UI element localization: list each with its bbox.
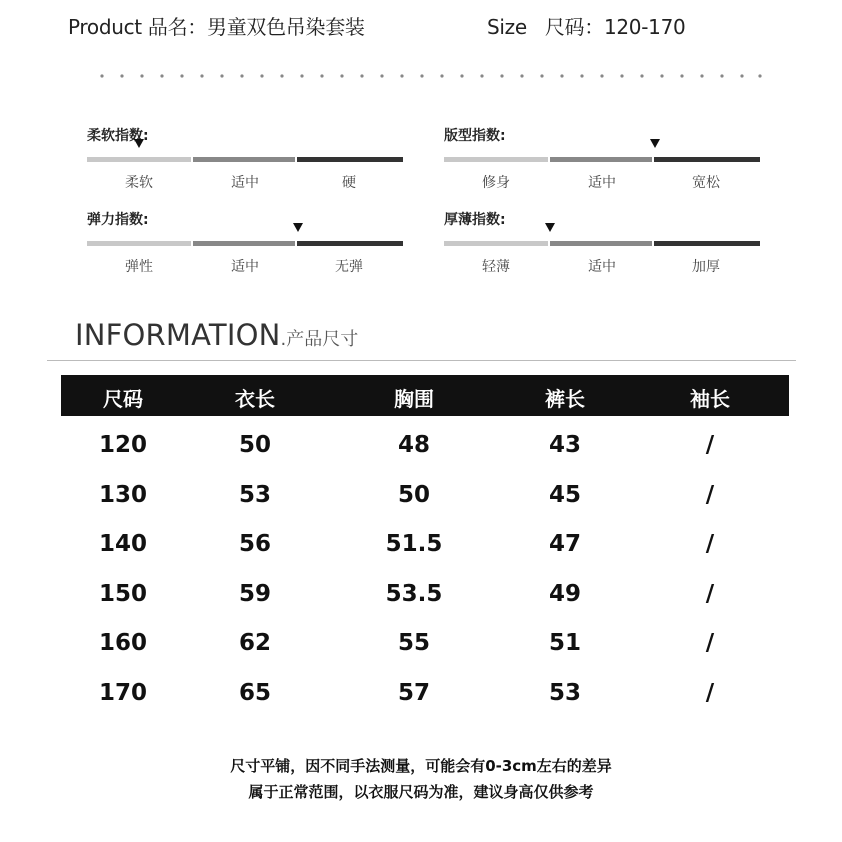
section-divider: [47, 360, 796, 361]
table-cell: 53: [548, 680, 581, 706]
table-row: [61, 531, 789, 567]
size-table-header: [61, 375, 789, 416]
index-title: 弹力指数:: [87, 212, 149, 228]
section-heading: [75, 318, 358, 352]
section-title-en: INFORMATION: [75, 318, 281, 352]
table-cell: 140: [98, 531, 147, 557]
index-label: 适中: [588, 175, 616, 191]
table-cell: /: [705, 531, 715, 557]
table-cell: 48: [397, 432, 430, 458]
table-cell: 47: [548, 531, 581, 557]
table-cell: 130: [98, 482, 147, 508]
index-title: 版型指数:: [444, 128, 506, 144]
column-header-size: 尺码: [103, 387, 143, 411]
dotted-divider: [100, 73, 762, 79]
table-cell: 51: [548, 630, 581, 656]
table-cell: 150: [98, 581, 147, 607]
table-cell: 53.5: [385, 581, 443, 607]
index-label: 适中: [588, 259, 616, 275]
table-cell: /: [705, 482, 715, 508]
column-header-length: 衣长: [235, 387, 275, 411]
index-scale-bar: [444, 241, 760, 246]
level-marker-icon: [293, 223, 303, 232]
column-header-pants-length: 裤长: [545, 387, 585, 411]
index-label: 加厚: [692, 259, 720, 275]
table-row: [61, 581, 789, 617]
table-row: [61, 630, 789, 666]
table-row: [61, 680, 789, 716]
size-value: 尺码：120-170: [544, 15, 686, 39]
table-cell: /: [705, 581, 715, 607]
table-cell: 50: [238, 432, 271, 458]
level-marker-icon: [650, 139, 660, 148]
table-cell: 170: [98, 680, 147, 706]
column-header-chest: 胸围: [394, 387, 434, 411]
table-cell: 49: [548, 581, 581, 607]
table-cell: 57: [397, 680, 430, 706]
table-cell: 45: [548, 482, 581, 508]
table-cell: 59: [238, 581, 271, 607]
table-cell: /: [705, 630, 715, 656]
softness-index: [87, 125, 403, 203]
table-cell: 53: [238, 482, 271, 508]
table-cell: 65: [238, 680, 271, 706]
size-range: [487, 11, 685, 40]
index-label: 无弹: [335, 259, 363, 275]
table-cell: 51.5: [385, 531, 443, 557]
column-header-sleeve: 袖长: [690, 387, 730, 411]
table-cell: /: [705, 432, 715, 458]
section-title-zh: .产品尺寸: [280, 329, 359, 350]
table-row: [61, 482, 789, 518]
fit-index: [444, 125, 760, 203]
table-cell: 120: [98, 432, 147, 458]
table-cell: 160: [98, 630, 147, 656]
measurement-note-line-2: 属于正常范围，以衣服尺码为准，建议身高仅供参考: [248, 783, 594, 801]
index-label: 适中: [231, 259, 259, 275]
level-marker-icon: [134, 139, 144, 148]
table-cell: /: [705, 680, 715, 706]
product-name: Product 品名：男童双色吊染套装: [68, 15, 365, 39]
index-title: 柔软指数:: [87, 128, 149, 144]
table-cell: 50: [397, 482, 430, 508]
index-title: 厚薄指数:: [444, 212, 506, 228]
level-marker-icon: [545, 223, 555, 232]
index-scale-bar: [87, 157, 403, 162]
index-label: 弹性: [125, 259, 153, 275]
index-label: 轻薄: [482, 259, 510, 275]
table-cell: 55: [397, 630, 430, 656]
index-label: 硬: [342, 175, 356, 191]
index-label: 适中: [231, 175, 259, 191]
table-cell: 43: [548, 432, 581, 458]
index-label: 柔软: [125, 175, 153, 191]
table-cell: 56: [238, 531, 271, 557]
index-label: 修身: [482, 175, 510, 191]
table-cell: 62: [238, 630, 271, 656]
index-scale-bar: [87, 241, 403, 246]
measurement-note-line-1: 尺寸平铺，因不同手法测量，可能会有0-3cm左右的差异: [230, 757, 612, 775]
table-row: [61, 432, 789, 468]
index-label: 宽松: [692, 175, 720, 191]
elasticity-index: [87, 209, 403, 287]
index-scale-bar: [444, 157, 760, 162]
thickness-index: [444, 209, 760, 287]
size-label: Size: [487, 15, 527, 39]
